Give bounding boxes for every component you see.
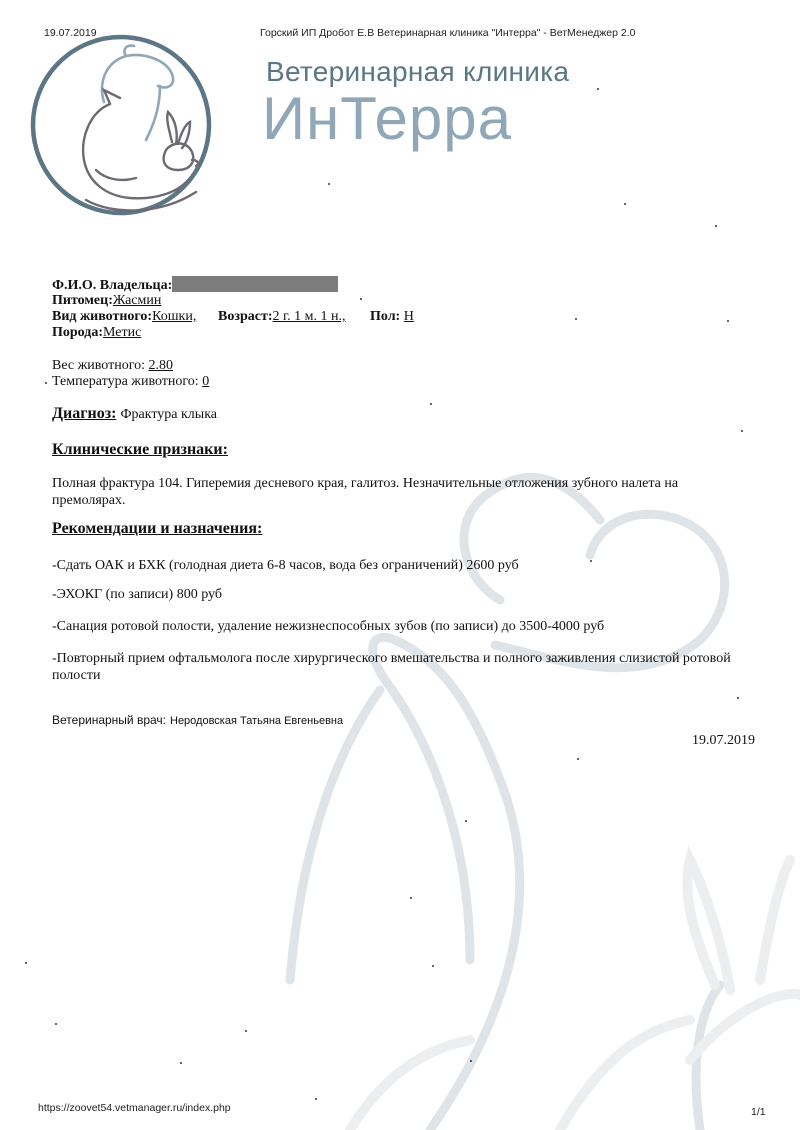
recommendations-heading: Рекомендации и назначения: [52,520,263,537]
print-title: Горский ИП Дробот Е.В Ветеринарная клиника "Интерра" - ВетМенеджер 2.0 [260,27,636,39]
breed-line [52,324,141,341]
temperature-label: Температура животного: [52,374,199,389]
recommendation-item: -Санация ротовой полости, удаление нежизнеспособных зубов (по записи) до 3500-4000 руб [52,619,605,634]
temperature-value: 0 [202,374,210,389]
breed-label: Порода: [52,325,104,340]
clinical-text: Полная фрактура 104. Гиперемия десневого края, галитоз. Незначительные отложения зубного налета на премолярах. [52,476,679,508]
recommendation-item: -Повторный прием офтальмолога после хирургического вмешательства и полного заживления слизистой ротовой полости [52,651,731,683]
signature-label: Ветеринарный врач: [52,713,166,727]
weight-label: Вес животного: [52,358,146,373]
diagnosis-line [52,405,217,423]
signature-line [52,711,343,729]
owner-name-redacted [172,276,338,292]
age-line [218,308,346,325]
weight-line [52,357,173,374]
clinic-subtitle: Ветеринарная клиника [266,56,570,87]
temperature-line [52,373,209,390]
signature-date: 19.07.2019 [692,733,755,748]
footer-url: https://zoovet54.vetmanager.ru/index.php [38,1102,231,1114]
clinical-heading: Клинические признаки: [52,441,228,458]
breed-value: Метис [103,325,142,340]
recommendation-item: -ЭХОКГ (по записи) 800 руб [52,587,222,602]
pet-label: Питомец: [52,293,113,308]
sex-label: Пол: [370,309,401,324]
pet-name: Жасмин [112,293,162,308]
sex-line [370,308,414,325]
doctor-name: Неродовская Татьяна Евгеньевна [170,715,344,727]
pet-line [52,292,161,309]
clinic-logo-emblem [26,30,216,220]
species-label: Вид животного: [52,309,153,324]
age-value: 2 г. 1 м. 1 н., [272,309,346,324]
page-number: 1/1 [751,1106,766,1118]
print-date: 19.07.2019 [44,27,97,39]
weight-value: 2.80 [148,358,174,373]
diagnosis-label: Диагноз: [52,405,117,422]
recommendation-item: -Сдать ОАК и БХК (голодная диета 6-8 часов, вода без ограничений) 2600 руб [52,558,519,573]
diagnosis-value: Фрактура клыка [120,407,218,422]
age-label: Возраст: [218,309,273,324]
sex-value: Н [403,309,414,324]
clinic-name: ИнТерра [262,85,513,152]
species-value: Кошки, [152,309,197,324]
species-line [52,308,196,325]
owner-label: Ф.И.О. Владельца: [52,278,173,293]
